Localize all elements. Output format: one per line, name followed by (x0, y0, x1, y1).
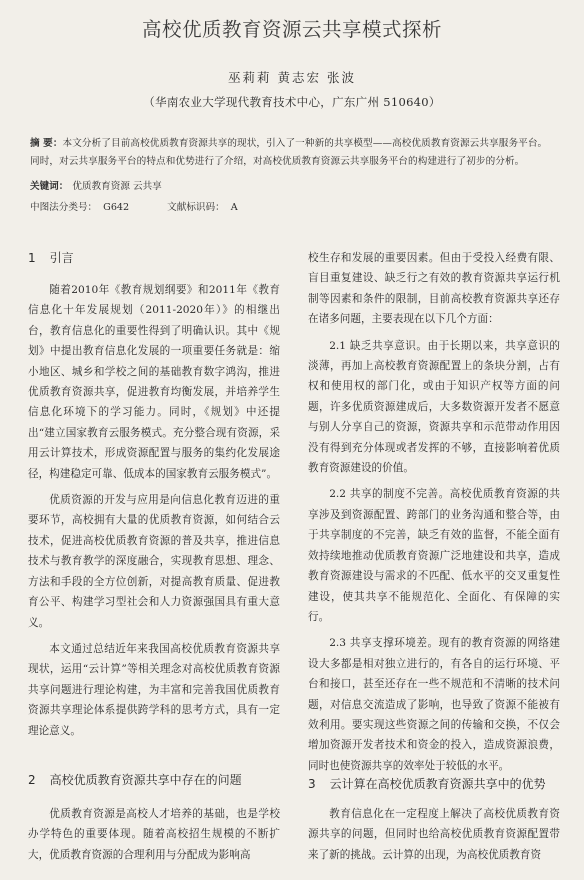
clc-label: 中图法分类号： (30, 202, 98, 213)
section-2-heading (28, 770, 242, 790)
keywords (30, 178, 162, 192)
paper-affiliation: （华南农业大学现代教育技术中心，广东广州 510640） (143, 95, 441, 109)
clc-value: G642 (103, 202, 130, 213)
intro-paragraph-1: 随着2010年《教育规划纲要》和2011年《教育信息化十年发展规划（2011-2020年）》的相继出台，教育信息化的重要性得到了明确认识。其中《规划》中提出教育信息化发展的一项重要任务就是：缩小地区、城乡和学校之间的基础教育数字鸿沟，推进优质教育资源共享，促进教育均衡发展，并培养学生信息化环境下的学习能力。同时，《规划》中还提出“建立国家教育云服务模式。充分整合现有资源，采用云计算技术，形成资源配置与服务的集约化发展途径，构建稳定可靠、低成本的国家教育云服务模式”。 (28, 284, 280, 480)
intro-paragraph-3: 本文通过总结近年来我国高校优质教育资源共享现状，运用“云计算”等相关理念对高校优质教育资源共享问题进行理论构建，为丰富和完善我国优质教育资源共享理论体系提供跨学科的思考方式，具有一定理论意义。 (28, 642, 280, 737)
section-2-paragraph-1: 优质教育资源是高校人才培养的基础，也是学校办学特色的重要体现。随着高校招生规模的不断扩大，优质教育资源的合理利用与分配成为影响高 (28, 808, 280, 861)
section-2-number: 2 (28, 773, 36, 787)
doc-code-value: A (230, 202, 238, 213)
section-1-title: 引言 (49, 251, 74, 265)
section-2-paragraph-1-cont: 校生存和发展的重要因素。但由于受投入经费有限、盲目重复建设、缺乏行之有效的教育资源共享运行机制等因素和条件的限制，目前高校教育资源共享还存在诸多问题，主要表现在以下几个方面： (308, 252, 560, 326)
section-2-3-paragraph: 2.3 共享支撑环境差。现有的教育资源的网络建设大多都是相对独立进行的，有各自的运行环境、平台和接口，甚至还存在一些不规范和不清晰的技术问题，对信息交流造成了影响，也导致了资源不能被有效利用。要实现这些资源之间的传输和交换，不仅会增加资源开发者技术和资金的投入，造成资源浪费，同时也使资源共享的效率处于较低的水平。 (308, 637, 560, 772)
section-3-body (308, 804, 560, 865)
keywords-text: 优质教育资源 云共享 (72, 181, 162, 192)
paper-title: 高校优质教育资源云共享模式探析 (141, 18, 442, 41)
section-1-heading (28, 248, 280, 268)
classification (30, 199, 244, 213)
right-column (308, 248, 560, 776)
paper-authors: 巫莉莉 黄志宏 张波 (228, 70, 356, 85)
section-2-1-paragraph: 2.1 缺乏共享意识。由于长期以来，共享意识的淡薄，再加上高校教育资源配置上的条块分割，占有权和使用权的部门化，或由于知识产权等方面的问题，许多优质资源建成后，大多数资源开发者不愿意与别人分享自己的资源，资源共享和示范带动作用因没有得到充分体现或者发挥的不够，直接影响着优质教育资源建设的价值。 (308, 339, 560, 475)
section-3-number: 3 (308, 777, 316, 791)
section-3-title: 云计算在高校优质教育资源共享中的优势 (329, 777, 546, 791)
section-2-body (28, 804, 280, 865)
section-3-heading (308, 774, 546, 794)
abstract-label: 摘 要： (30, 138, 63, 149)
section-1-number: 1 (28, 251, 36, 265)
abstract (30, 135, 554, 171)
keywords-label: 关键词： (30, 181, 69, 192)
intro-paragraph-2: 优质资源的开发与应用是向信息化教育迈进的重要环节，高校拥有大量的优质教育资源，如何结合云技术，促进高校优质教育资源的普及共享，推进信息技术与教育教学的深度融合，实现教育思想、理念、方法和手段的全方位创新，对提高教育质量、促进教育公平、构建学习型社会和人力资源强国具有重大意义。 (28, 494, 280, 629)
doc-code-label: 文献标识码： (167, 202, 225, 213)
abstract-text: 本文分析了目前高校优质教育资源共享的现状，引入了一种新的共享模型——高校优质教育资源云共享服务平台。同时，对云共享服务平台的特点和优势进行了介绍，对高校优质教育资源云共享服务平台的构建进行了初步的分析。 (30, 138, 548, 167)
section-2-title: 高校优质教育资源共享中存在的问题 (49, 773, 242, 787)
section-3-paragraph-1: 教育信息化在一定程度上解决了高校优质教育资源共享的问题，但同时也给高校优质教育资源配置带来了新的挑战。云计算的出现，为高校优质教育资 (308, 808, 560, 861)
section-2-2-paragraph: 2.2 共享的制度不完善。高校优质教育资源的共享涉及到资源配置、跨部门的业务沟通和整合等，由于共享制度的不完善，缺乏有效的监督，不能全面有效持续地推动优质教育资源广泛地建设和共享，造成教育资源建设与需求的不匹配、低水平的交叉重复性建设，使其共享不能规范化、全面化、有保障的实行。 (308, 488, 560, 623)
left-column (28, 248, 280, 741)
